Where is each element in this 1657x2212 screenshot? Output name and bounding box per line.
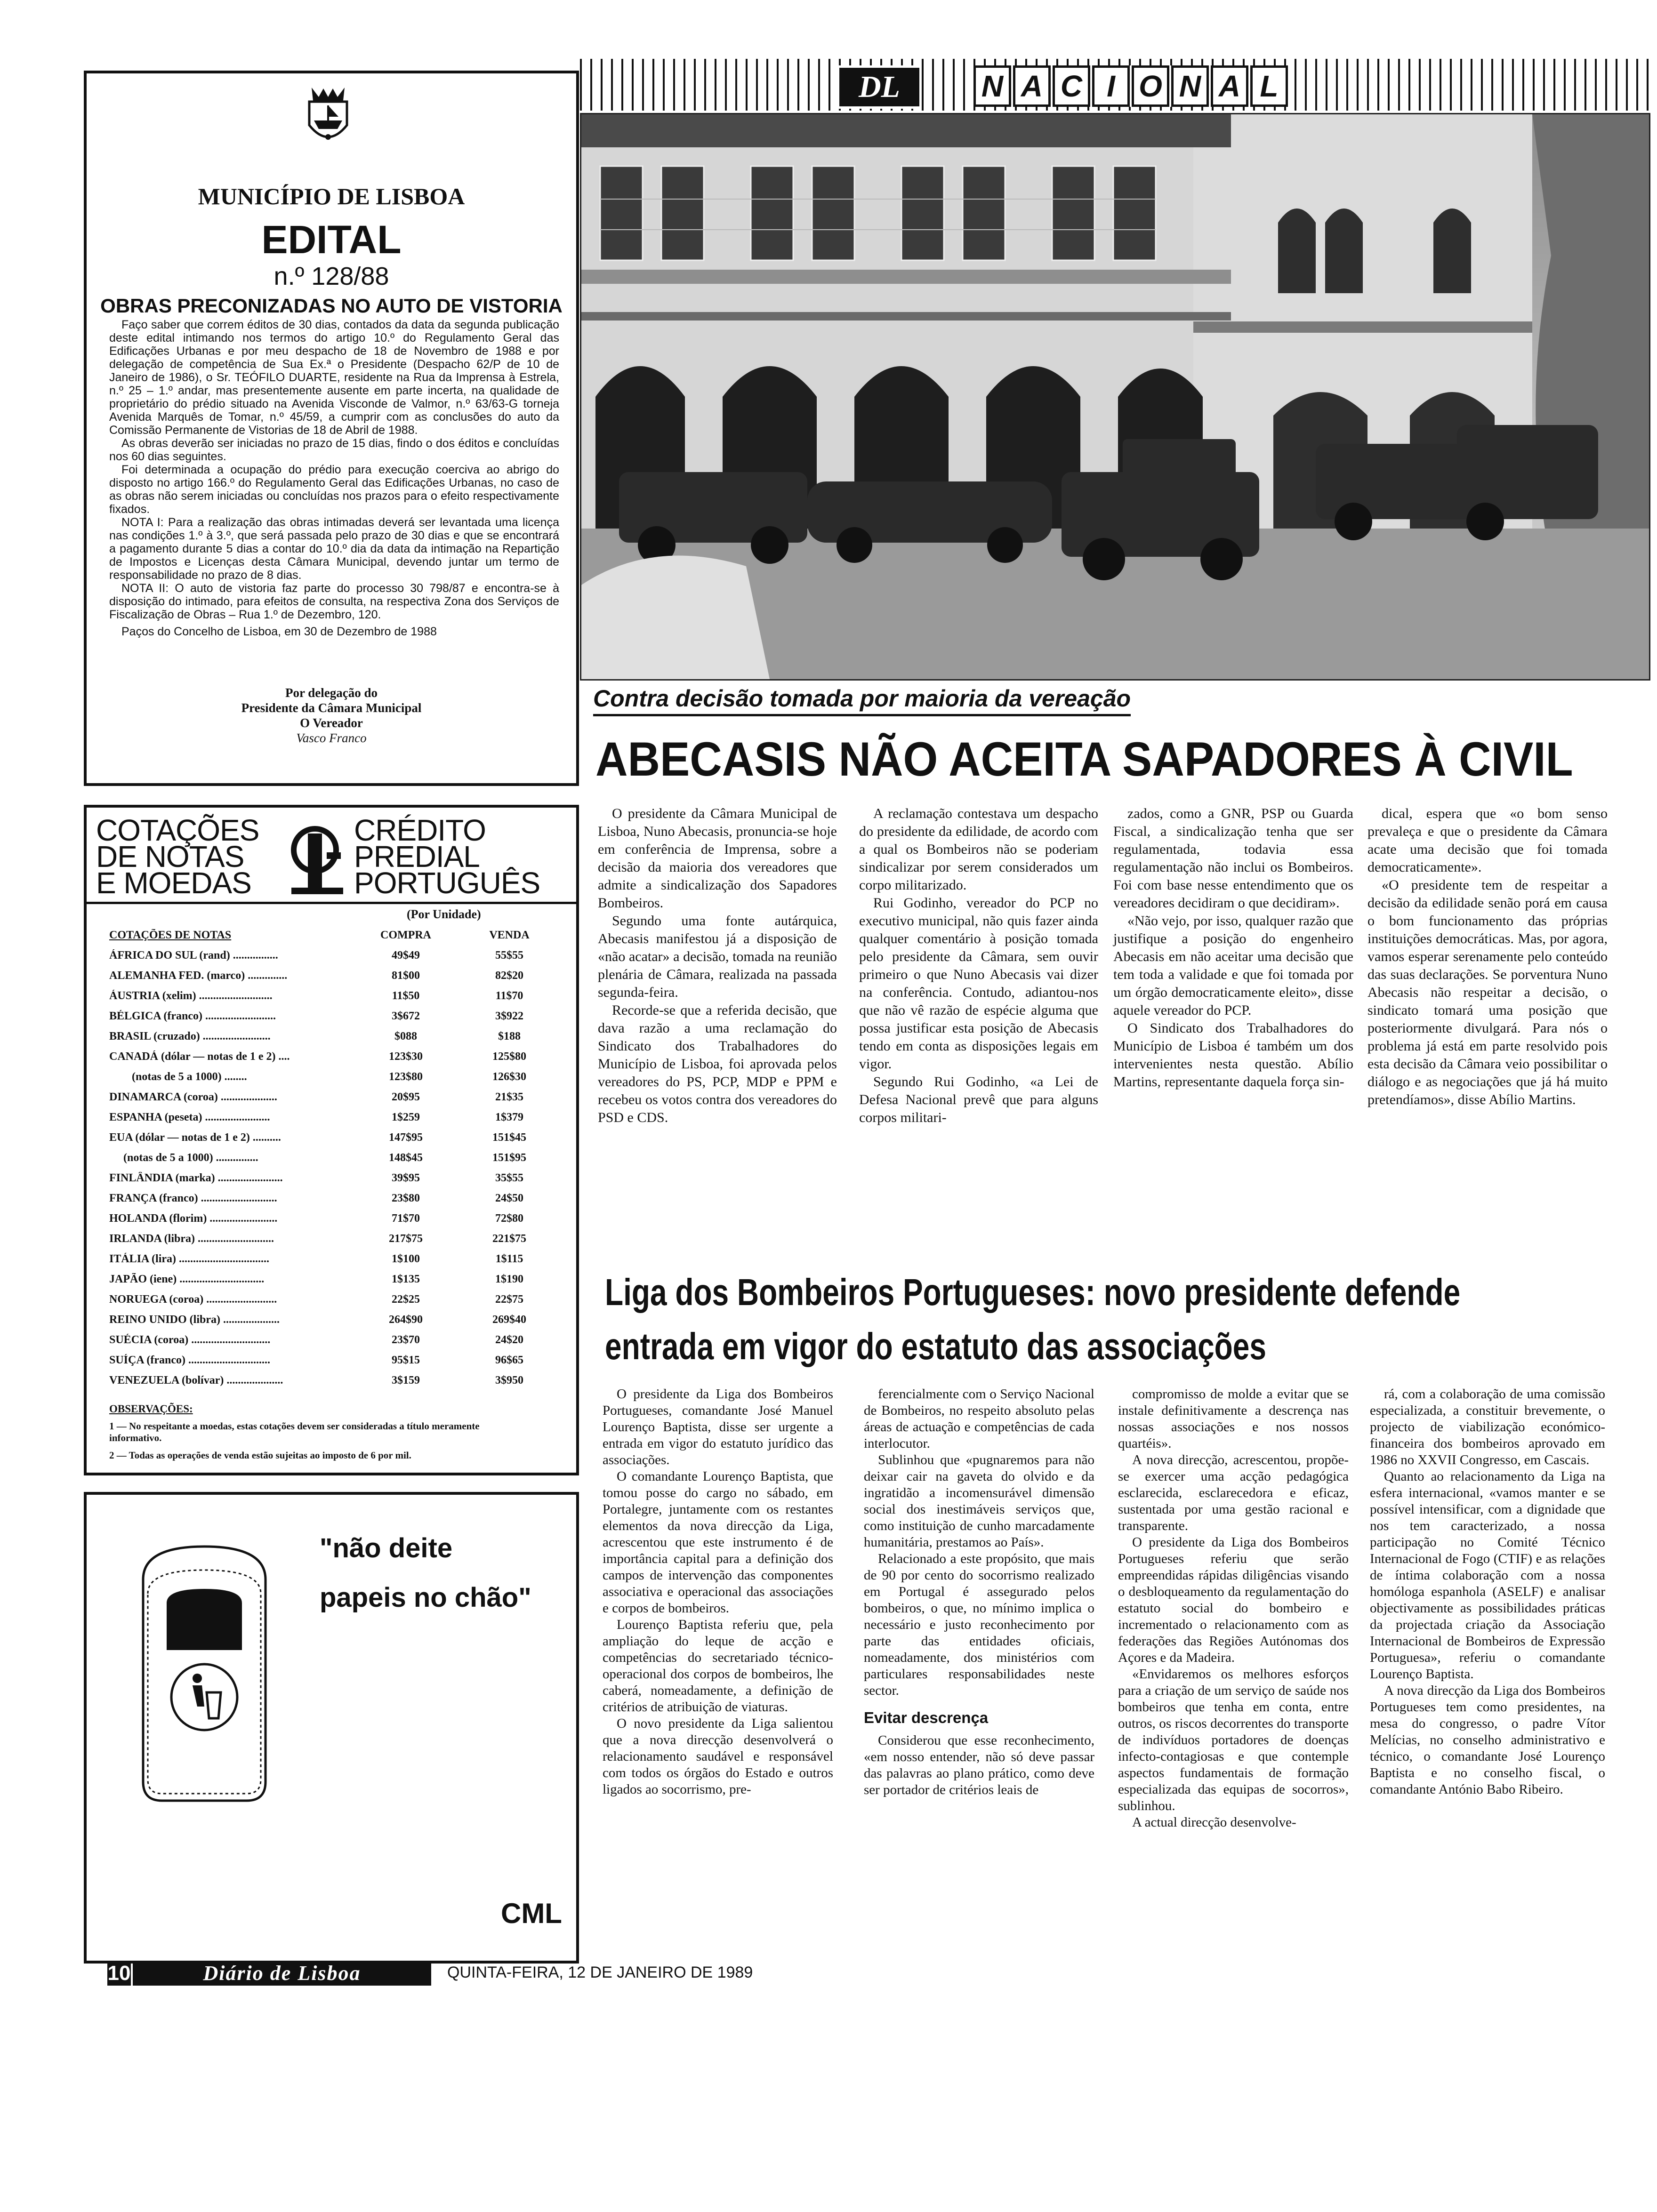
column-header-sell: VENDA (489, 929, 530, 941)
rate-sell: 21$35 (495, 1091, 523, 1103)
article-2-column (603, 1386, 833, 1798)
article-1-kicker: Contra decisão tomada por maioria da vereação (593, 685, 1131, 716)
paragraph: Rui Godinho, vereador do PCP no executivo municipal, não quis fazer ainda qualquer comentário à posição tomada pelo presidente da Câmara, sem ouvir primeiro o que Nuno Abecasis vai dizer na conferência. Contudo, adiantou-nos que não vê razão de espécie alguma que possa justificar esta posição de Abecasis tendo em conta as disposições legais em vigor. (859, 895, 1098, 1072)
edital-municipio: MUNICÍPIO DE LISBOA (198, 183, 465, 209)
credito-predial-name (354, 813, 540, 900)
column-header-buy: COMPRA (380, 929, 431, 941)
paragraph: rá, com a colaboração de uma comissão especializada, a constituir brevemente, o projecto de viabilização económico-financeira dos bombeiros aprovado em 1986 no XXVII Congresso, em Cascais. (1370, 1387, 1605, 1467)
table-row (109, 986, 561, 1006)
credito-predial-logo-icon (287, 824, 350, 899)
paragraph: «Não vejo, por isso, qualquer razão que justifique a posição do engenheiro Abecasis em não aceitar uma decisão que tem toda a validade e que foi tomada por um órgão democraticamente eleito», disse aquele vereador do PCP. (1113, 913, 1353, 1018)
section-letter: C (1053, 65, 1090, 107)
lisbon-coat-of-arms-icon (300, 83, 356, 149)
rate-name: BRASIL (cruzado) ........................ (109, 1030, 271, 1042)
fire-station-photo (580, 113, 1650, 681)
rate-name: ITÁLIA (lira) ................................ (109, 1253, 270, 1265)
rate-name: NORUEGA (coroa) ......................... (109, 1293, 277, 1306)
paragraph: zados, como a GNR, PSP ou Guarda Fiscal, a sindicalização tenha que ser regulamentada, todavia essa regulamentação não inclui os Bombeiros. Foi com base nesse entendimento que os vereadores decidiram o que decidiram». (1113, 806, 1353, 911)
table-row (109, 1128, 561, 1148)
rate-buy: 1$135 (392, 1273, 420, 1285)
cotacoes-table (109, 925, 561, 1391)
rate-buy: 23$70 (392, 1334, 420, 1346)
rate-name: ALEMANHA FED. (marco) .............. (109, 970, 288, 982)
rate-sell: 96$65 (495, 1354, 523, 1366)
cotacoes-unit: (Por Unidade) (407, 907, 481, 921)
article-1-column (859, 805, 1098, 1127)
paragraph: Quanto ao relacionamento da Liga na esfera internacional, «vamos manter e se possível intensificar, com a dignidade que nos tem caracterizado, a nossa participação no Comité Técnico Internacional de Fogo (CTIF) e as relações de íntima colaboração com a nossa homóloga espanhola (ASELF) e analisar objectivamente as possibilidades práticas da projectada criação da Associação Internacional de Bombeiros de Expressão Portuguesa», referiu o comandante Lourenço Baptista. (1370, 1469, 1605, 1682)
rate-buy: 22$25 (392, 1293, 420, 1306)
rate-sell: 35$55 (495, 1172, 523, 1184)
section-letter: N (973, 65, 1011, 107)
table-row (109, 1310, 561, 1330)
edital-paragraph: As obras deverão ser iniciadas no prazo de 15 dias, findo o dos éditos e concluídas nos 60 dias seguintes. (109, 437, 559, 463)
rate-name: CANADÁ (dólar — notas de 1 e 2) .... (109, 1050, 290, 1063)
ad-slogan-line: "não deite (320, 1533, 453, 1563)
cotacoes-title-line: E MOEDAS (96, 866, 251, 900)
paragraph: Segundo Rui Godinho, «a Lei de Defesa Nacional prevê que para alguns corpos militari- (859, 1074, 1098, 1125)
article-2-column (864, 1386, 1094, 1798)
issue-date: QUINTA-FEIRA, 12 DE JANEIRO DE 1989 (447, 1964, 753, 1981)
rate-buy: 20$95 (392, 1091, 420, 1103)
trash-bin-icon (115, 1537, 294, 1819)
cotacoes-observacoes (109, 1403, 533, 1461)
rate-sell: 24$50 (495, 1192, 523, 1204)
rate-sell: 151$95 (492, 1152, 526, 1164)
rate-buy: 264$90 (389, 1314, 423, 1326)
paragraph: O presidente da Câmara Municipal de Lisboa, Nuno Abecasis, pronuncia-se hoje em conferência de Imprensa, sobre a decisão da maioria dos vereadores que admite a sindicalização dos Sapadores Bombeiros. (598, 806, 837, 911)
rate-buy: 1$100 (392, 1253, 420, 1265)
rate-sell: $188 (498, 1030, 521, 1042)
cml-logo: CML (501, 1898, 562, 1929)
edital-number: n.º 128/88 (273, 262, 389, 290)
rate-name: ÁUSTRIA (xelim) .......................... (109, 990, 273, 1002)
article-1-column (598, 805, 837, 1127)
article-1-headline: ABECASIS NÃO ACEITA SAPADORES À CIVIL (595, 732, 1573, 786)
table-row (109, 1107, 561, 1128)
article-2-headline: Liga dos Bombeiros Portugueses: novo presidente defende (605, 1271, 1461, 1313)
paragraph: Segundo uma fonte autárquica, Abecasis manifestou já a disposição de «não acatar» a decisão, tomada na reunião plenária de Câmara, realizada na passada segunda-feira. (598, 913, 837, 1000)
table-row (109, 1006, 561, 1026)
rate-name: FRANÇA (franco) ........................... (109, 1192, 277, 1204)
rate-name: JAPÃO (iene) .............................. (109, 1273, 265, 1285)
rate-buy: 147$95 (389, 1131, 423, 1144)
table-row (109, 1209, 561, 1229)
rate-name: ESPANHA (peseta) ....................... (109, 1111, 270, 1123)
article-2-column (1118, 1386, 1349, 1831)
rate-name: HOLANDA (florim) ........................ (109, 1212, 278, 1225)
obs-title: OBSERVAÇÕES: (109, 1403, 193, 1415)
rate-rows (109, 946, 561, 1391)
edital-title: EDITAL (261, 217, 402, 262)
rate-buy: 95$15 (392, 1354, 420, 1366)
rate-sell: 82$20 (495, 970, 523, 982)
fire-station-photo-image (581, 114, 1649, 679)
paragraph: compromisso de molde a evitar que se instale definitivamente a descrença nas nossas associações e nos nossos quartéis». (1118, 1387, 1349, 1451)
ad-slogan-line: papeis no chão" (320, 1582, 531, 1613)
paragraph: «O presidente tem de respeitar a decisão da edilidade senão porá em causa o bom funcionamento das próprias instituições democráticas. Mas, por agora, vamos esperar serenamente pelo conteúdo das suas declarações. Se porventura Nuno Abecasis não respeitar a decisão, o sindicato tomará uma posição que posteriormente divulgará. Para nós o problema já está em parte resolvido pois esta decisão da Câmara veio possibilitar o diálogo e as negociações que já há muito pretendíamos», disse Abílio Martins. (1367, 877, 1608, 1107)
divider (87, 902, 576, 904)
paragraph: dical, espera que «o bom senso prevaleça e que o presidente da Câmara acate uma decisão que foi tomada democraticamente». (1367, 806, 1608, 875)
paragraph: A nova direcção, acrescentou, propõe-se exercer uma acção pedagógica esclarecida, esclarecedora e eficaz, sustentada por uma gestão racional e transparente. (1118, 1452, 1349, 1533)
cml-ad-box (84, 1492, 579, 1964)
rate-name: ÁFRICA DO SUL (rand) ................ (109, 949, 278, 962)
rate-sell: 126$30 (492, 1071, 526, 1083)
rate-name: SUÍÇA (franco) ............................. (109, 1354, 270, 1366)
obs-item: 1 — No respeitante a moedas, estas cotações devem ser consideradas a título meramente informativo. (109, 1420, 480, 1443)
section-letter: A (1013, 65, 1051, 107)
section-letter: O (1132, 65, 1169, 107)
rate-buy: 49$49 (392, 949, 420, 962)
cotacoes-title-line: COTAÇÕES (96, 813, 259, 847)
table-row (109, 1087, 561, 1107)
rate-name: EUA (dólar — notas de 1 e 2) .......... (109, 1131, 281, 1144)
paragraph: «Envidaremos os melhores esforços para a criação de um serviço de saúde nos bombeiros que tenha em conta, entre outros, os riscos decorrentes do transporte de indivíduos portadores de doenças infecto-contagiosas e que contemple aspectos fundamentais de formação especializada das equipas de socorros», sublinhou. (1118, 1667, 1349, 1813)
cotacoes-title-line: DE NOTAS (96, 840, 244, 874)
edital-paragraph: NOTA I: Para a realização das obras intimadas deverá ser levantada uma licença nas condições 1.º à 3.º, que será passada pelo prazo de 30 dias e que se encontrará a pagamento durante 5 dias a contar do 10.º dia da data da intimação na Repartição de Impostos e Licenças desta Câmara Municipal, devendo juntar um termo de responsabilidade no prazo de 8 dias. (109, 516, 559, 582)
obs-item: 2 — Todas as operações de venda estão sujeitas ao imposto de 6 por mil. (109, 1450, 411, 1461)
paragraph: Sublinhou que «pugnaremos para não deixar cair na gaveta do olvido e da ingratidão a incomensurável dimensão social dos inestimáveis serviços que, como instituição de cunho marcadamente humanitária, prestamos ao País». (864, 1452, 1094, 1550)
edital-role: O Vereador (300, 716, 363, 730)
paragraph: Lourenço Baptista referiu que, pela ampliação do leque de acção e competências do secretariado técnico-operacional dos corpos de bombeiros, lhe caberá, nomeadamente, a definição de critérios de atribuição de viaturas. (603, 1617, 833, 1715)
edital-paragraph: Foi determinada a ocupação do prédio para execução coerciva ao abrigo do disposto no artigo 166.º do Regulamento Geral das Edificações Urbanas, no caso de as obras não serem iniciadas ou concluídas nos prazos para o efeito respectivamente fixados. (109, 463, 559, 516)
rate-sell: 151$45 (492, 1131, 526, 1144)
rate-sell: 24$20 (495, 1334, 523, 1346)
rate-buy: 3$672 (392, 1010, 420, 1022)
rate-buy: $088 (394, 1030, 417, 1042)
paragraph: A actual direcção desenvolve- (1132, 1815, 1296, 1830)
rate-sell: 1$115 (495, 1253, 523, 1265)
rate-buy: 1$259 (392, 1111, 420, 1123)
table-row (109, 1350, 561, 1370)
section-letter: I (1092, 65, 1130, 107)
table-row (109, 1148, 561, 1168)
paragraph: O presidente da Liga dos Bombeiros Portugueses referiu que serão empreendidas rápidas diligências visando o desbloqueamento da regulamentação do estatuto social do bombeiro e incrementado o relacionamento com as federações das Regiões Autónomas dos Açores e da Madeira. (1118, 1535, 1349, 1665)
rate-buy: 217$75 (389, 1233, 423, 1245)
rate-sell: 221$75 (492, 1233, 526, 1245)
rate-name: FINLÂNDIA (marka) ....................... (109, 1172, 283, 1184)
section-letter: N (1171, 65, 1209, 107)
rate-sell: 1$379 (495, 1111, 523, 1123)
rate-buy: 148$45 (389, 1152, 423, 1164)
rate-name: SUÉCIA (coroa) ............................ (109, 1334, 271, 1346)
rate-name: REINO UNIDO (libra) .................... (109, 1314, 280, 1326)
paragraph: O presidente da Liga dos Bombeiros Portugueses, comandante José Manuel Lourenço Baptista, disse ser urgente a entrada em vigor do estatuto jurídico das associações. (603, 1387, 833, 1467)
edital-closing: Paços do Concelho de Lisboa, em 30 de Dezembro de 1988 (121, 625, 437, 638)
article-2-column (1370, 1386, 1605, 1798)
masthead: Diário de Lisboa (133, 1961, 431, 1986)
table-row (109, 1330, 561, 1350)
edital-signature: Vasco Franco (296, 731, 367, 745)
rate-name: (notas de 5 a 1000) ............... (109, 1152, 258, 1164)
rate-buy: 3$159 (392, 1374, 420, 1387)
table-row (109, 1067, 561, 1087)
rate-sell: 11$70 (495, 990, 523, 1002)
rate-name: DINAMARCA (coroa) .................... (109, 1091, 277, 1103)
rate-buy: 11$50 (392, 990, 420, 1002)
rate-buy: 123$30 (389, 1050, 423, 1063)
rate-buy: 81$00 (392, 970, 420, 982)
paragraph: A nova direcção da Liga dos Bombeiros Portugueses tem como presidentes, na mesa do congresso, o padre Vítor Melícias, no conselho administrativo e técnico, o comandante José Lourenço Baptista e no conselho fiscal, o comandante António Babo Ribeiro. (1370, 1683, 1605, 1797)
table-row (109, 1370, 561, 1391)
paragraph: O Sindicato dos Trabalhadores do Município de Lisboa é também um dos intervenientes nesta questão. Abílio Martins, representante daquela força sin- (1113, 1020, 1353, 1090)
section-title (971, 65, 1293, 107)
paragraph: Recorde-se que a referida decisão, que dava razão a uma reclamação do Sindicato dos Trabalhadores do Município de Lisboa, foi aprovada pelos vereadores do PS, PCP, MDP e PPM e recebeu os votos contra dos vereadores do PSD e CDS. (598, 1002, 837, 1125)
paragraph: ferencialmente com o Serviço Nacional de Bombeiros, no respeito absoluto pelas áreas de actuação e competências de cada interlocutor. (864, 1387, 1094, 1451)
rate-name: BÉLGICA (franco) ......................... (109, 1010, 276, 1022)
edital-delegation-line: Presidente da Câmara Municipal (241, 701, 422, 715)
cotacoes-title (96, 813, 259, 900)
bank-line: PORTUGUÊS (354, 866, 540, 900)
rate-sell: 1$190 (495, 1273, 523, 1285)
paragraph: Relacionado a este propósito, que mais de 90 por cento do socorrismo realizado em Portugal é assegurado pelos bombeiros, o que, no mínimo implica o necessário e justo reconhecimento por parte das entidades oficiais, nomeadamente, dos ministérios com particulares responsabilidades neste sector. (864, 1551, 1094, 1698)
table-header (109, 925, 561, 946)
rate-sell: 22$75 (495, 1293, 523, 1306)
rate-name: VENEZUELA (bolívar) .................... (109, 1374, 283, 1387)
table-row (109, 1188, 561, 1209)
table-row (109, 966, 561, 986)
rate-sell: 3$922 (495, 1010, 523, 1022)
edital-delegation-line: Por delegação do (285, 686, 378, 700)
table-row (109, 1047, 561, 1067)
article-1-column (1113, 805, 1353, 1091)
page-number: 10 (107, 1962, 131, 1985)
table-row (109, 1168, 561, 1188)
edital-subtitle: OBRAS PRECONIZADAS NO AUTO DE VISTORIA (100, 295, 563, 317)
paragraph: Considerou que esse reconhecimento, «em nosso entender, não só deve passar das palavras ao plano prático, como deve ser portador de critérios leais de (864, 1733, 1094, 1797)
article-2-subhead: Evitar descrença (864, 1709, 989, 1726)
bank-line: PREDIAL (354, 840, 480, 874)
table-row (109, 1026, 561, 1047)
rate-buy: 123$80 (389, 1071, 423, 1083)
table-row (109, 946, 561, 966)
table-row (109, 1290, 561, 1310)
rate-sell: 72$80 (495, 1212, 523, 1225)
edital-box (84, 71, 579, 786)
section-letter: A (1211, 65, 1248, 107)
paragraph: O novo presidente da Liga salientou que a nova direcção desenvolverá o relacionamento saudável e responsável com todos os órgãos do Estado e outros ligados ao socorrismo, pre- (603, 1716, 833, 1797)
edital-signature-block (87, 685, 576, 745)
edital-paragraph: Faço saber que correm éditos de 30 dias, contados da data da segunda publicação deste edital intimando nos termos do artigo 10.º do Regulamento Geral das Edificações Urbanas e por meu despacho de 18 de Novembro de 1988 e por delegação de competência de Sua Ex.ª o Presidente (Despacho 62/P de 10 de Janeiro de 1986), o Sr. TEÓFILO DUARTE, residente na Rua da Imprensa à Estrela, n.º 25 – 1.º andar, mas presentemente ausente em parte incerta, na qualidade de proprietário do prédio situado na Avenida Visconde de Valmor, n.º 63/63-G torneja Avenida Marquês de Tomar, n.º 45/59, a cumprir com as conclusões do auto da Comissão Permanente de Vistorias de 18 de Abril de 1988. (109, 318, 559, 437)
rate-name: (notas de 5 a 1000) ........ (109, 1071, 247, 1083)
section-header-bar (580, 59, 1653, 111)
edital-paragraph: NOTA II: O auto de vistoria faz parte do processo 30 798/87 e encontra-se à disposição do intimado, para efeitos de consulta, na respectiva Zona dos Serviços de Fiscalização de Obras – Rua 1.º de Dezembro, 120. (109, 582, 559, 621)
column-header-name: COTAÇÕES DE NOTAS (109, 929, 232, 941)
cotacoes-box (84, 805, 579, 1475)
section-letter: L (1250, 65, 1288, 107)
rate-buy: 71$70 (392, 1212, 420, 1225)
edital-body (109, 318, 559, 638)
rate-sell: 125$80 (492, 1050, 526, 1063)
table-row (109, 1249, 561, 1269)
article-1-column (1367, 805, 1608, 1109)
rate-sell: 55$55 (495, 949, 523, 962)
rate-name: IRLANDA (libra) ........................... (109, 1233, 274, 1245)
table-row (109, 1269, 561, 1290)
paragraph: O comandante Lourenço Baptista, que tomou posse do cargo no sábado, em Portalegre, juntamente com os restantes elementos da nova direcção da Liga, acrescentou que este instrumento é de importância capital para a definição dos campos de intervenção das componentes associativa e operacional das associações e corpos de bombeiros. (603, 1469, 833, 1616)
table-row (109, 1229, 561, 1249)
paragraph: A reclamação contestava um despacho do presidente da edilidade, de acordo com a qual os Bombeiros não se poderiam sindicalizar por serem considerados um corpo militarizado. (859, 806, 1098, 893)
bank-line: CRÉDITO (354, 813, 486, 847)
rate-buy: 39$95 (392, 1172, 420, 1184)
rate-sell: 269$40 (492, 1314, 526, 1326)
rate-sell: 3$950 (495, 1374, 523, 1387)
article-2-headline: entrada em vigor do estatuto das associações (605, 1325, 1266, 1367)
rate-buy: 23$80 (392, 1192, 420, 1204)
dl-logo: DL (837, 65, 922, 109)
